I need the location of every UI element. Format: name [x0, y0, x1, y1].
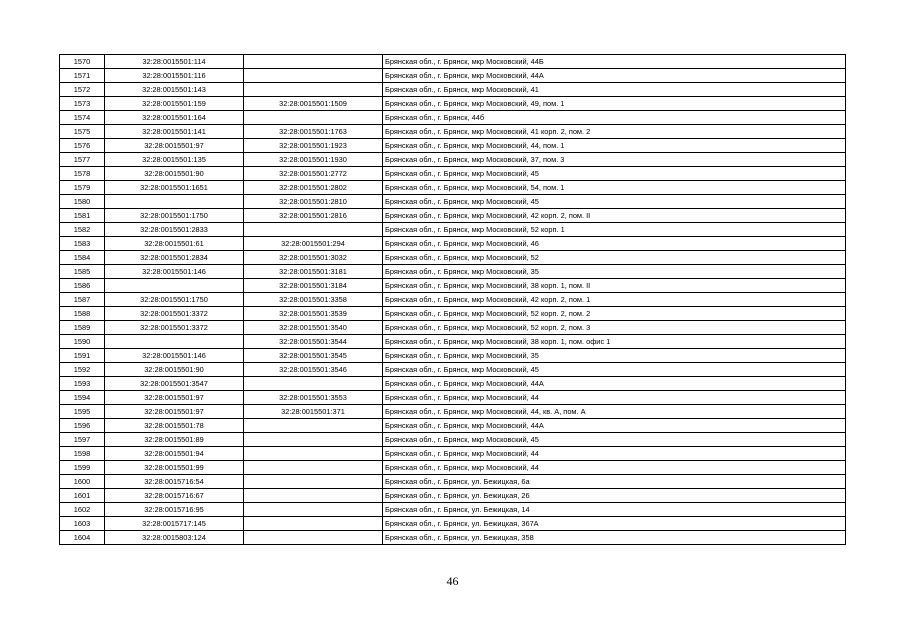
- address-cell: Брянская обл., г. Брянск, мкр Московский, 37, пом. 3: [383, 153, 846, 167]
- premises-cadastral-number-cell: 32:28:0015501:1930: [244, 153, 383, 167]
- premises-cadastral-number-cell: 32:28:0015501:3553: [244, 391, 383, 405]
- cadastral-number-cell: 32:28:0015501:146: [105, 349, 244, 363]
- premises-cadastral-number-cell: 32:28:0015501:371: [244, 405, 383, 419]
- premises-cadastral-number-cell: 32:28:0015501:2816: [244, 209, 383, 223]
- premises-cadastral-number-cell: [244, 503, 383, 517]
- cadastral-number-cell: 32:28:0015716:95: [105, 503, 244, 517]
- row-number-cell: 1570: [60, 55, 105, 69]
- premises-cadastral-number-cell: 32:28:0015501:2810: [244, 195, 383, 209]
- address-cell: Брянская обл., г. Брянск, ул. Бежицкая, 26: [383, 489, 846, 503]
- cadastral-number-cell: 32:28:0015501:89: [105, 433, 244, 447]
- address-cell: Брянская обл., г. Брянск, мкр Московский, 44, пом. 1: [383, 139, 846, 153]
- cadastral-number-cell: [105, 279, 244, 293]
- table-row: [60, 97, 846, 111]
- row-number-cell: 1604: [60, 531, 105, 545]
- row-number-cell: 1589: [60, 321, 105, 335]
- row-number-cell: 1573: [60, 97, 105, 111]
- cadastral-number-cell: [105, 335, 244, 349]
- row-number-cell: 1578: [60, 167, 105, 181]
- cadastral-number-cell: 32:28:0015716:67: [105, 489, 244, 503]
- table-row: [60, 223, 846, 237]
- address-cell: Брянская обл., г. Брянск, мкр Московский, 41: [383, 83, 846, 97]
- premises-cadastral-number-cell: 32:28:0015501:2772: [244, 167, 383, 181]
- row-number-cell: 1603: [60, 517, 105, 531]
- premises-cadastral-number-cell: [244, 475, 383, 489]
- address-cell: Брянская обл., г. Брянск, мкр Московский, 35: [383, 349, 846, 363]
- row-number-cell: 1588: [60, 307, 105, 321]
- cadastral-number-cell: 32:28:0015501:146: [105, 265, 244, 279]
- row-number-cell: 1587: [60, 293, 105, 307]
- table-row: [60, 167, 846, 181]
- address-cell: Брянская обл., г. Брянск, мкр Московский, 44: [383, 391, 846, 405]
- cadastral-number-cell: [105, 195, 244, 209]
- address-cell: Брянская обл., г. Брянск, мкр Московский, 52: [383, 251, 846, 265]
- cadastral-number-cell: 32:28:0015501:1750: [105, 209, 244, 223]
- cadastral-number-cell: 32:28:0015501:1651: [105, 181, 244, 195]
- premises-cadastral-number-cell: [244, 377, 383, 391]
- table-row: [60, 125, 846, 139]
- table-body: [60, 55, 846, 545]
- premises-cadastral-number-cell: [244, 69, 383, 83]
- table-row: [60, 279, 846, 293]
- premises-cadastral-number-cell: [244, 55, 383, 69]
- page-number: 46: [446, 574, 459, 588]
- row-number-cell: 1576: [60, 139, 105, 153]
- cadastral-number-cell: 32:28:0015716:54: [105, 475, 244, 489]
- row-number-cell: 1574: [60, 111, 105, 125]
- row-number-cell: 1575: [60, 125, 105, 139]
- cadastral-number-cell: 32:28:0015501:141: [105, 125, 244, 139]
- cadastral-number-cell: 32:28:0015803:124: [105, 531, 244, 545]
- premises-cadastral-number-cell: [244, 447, 383, 461]
- premises-cadastral-number-cell: 32:28:0015501:2802: [244, 181, 383, 195]
- table-row: [60, 195, 846, 209]
- address-cell: Брянская обл., г. Брянск, мкр Московский, 49, пом. 1: [383, 97, 846, 111]
- row-number-cell: 1582: [60, 223, 105, 237]
- premises-cadastral-number-cell: 32:28:0015501:3181: [244, 265, 383, 279]
- premises-cadastral-number-cell: 32:28:0015501:1509: [244, 97, 383, 111]
- row-number-cell: 1591: [60, 349, 105, 363]
- address-cell: Брянская обл., г. Брянск, мкр Московский, 44Б: [383, 55, 846, 69]
- cadastral-number-cell: 32:28:0015501:2833: [105, 223, 244, 237]
- address-cell: Брянская обл., г. Брянск, ул. Бежицкая, 367А: [383, 517, 846, 531]
- cadastral-number-cell: 32:28:0015501:164: [105, 111, 244, 125]
- table-row: [60, 405, 846, 419]
- cadastral-number-cell: 32:28:0015501:78: [105, 419, 244, 433]
- row-number-cell: 1584: [60, 251, 105, 265]
- cadastral-number-cell: 32:28:0015501:97: [105, 139, 244, 153]
- address-cell: Брянская обл., г. Брянск, мкр Московский, 44А: [383, 377, 846, 391]
- address-cell: Брянская обл., г. Брянск, мкр Московский, 44А: [383, 69, 846, 83]
- cadastral-number-cell: 32:28:0015501:1750: [105, 293, 244, 307]
- table-row: [60, 181, 846, 195]
- cadastral-number-cell: 32:28:0015501:3372: [105, 321, 244, 335]
- row-number-cell: 1594: [60, 391, 105, 405]
- cadastral-number-cell: 32:28:0015501:3372: [105, 307, 244, 321]
- row-number-cell: 1579: [60, 181, 105, 195]
- row-number-cell: 1602: [60, 503, 105, 517]
- table-row: [60, 83, 846, 97]
- table-row: [60, 489, 846, 503]
- address-cell: Брянская обл., г. Брянск, мкр Московский, 54, пом. 1: [383, 181, 846, 195]
- row-number-cell: 1590: [60, 335, 105, 349]
- table-row: [60, 321, 846, 335]
- row-number-cell: 1580: [60, 195, 105, 209]
- address-cell: Брянская обл., г. Брянск, мкр Московский, 42 корп. 2, пом. 1: [383, 293, 846, 307]
- row-number-cell: 1592: [60, 363, 105, 377]
- table-row: [60, 69, 846, 83]
- address-cell: Брянская обл., г. Брянск, ул. Бежицкая, 6а: [383, 475, 846, 489]
- cadastral-number-cell: 32:28:0015501:99: [105, 461, 244, 475]
- cadastral-number-cell: 32:28:0015501:114: [105, 55, 244, 69]
- premises-cadastral-number-cell: 32:28:0015501:3032: [244, 251, 383, 265]
- cadastral-number-cell: 32:28:0015501:3547: [105, 377, 244, 391]
- address-cell: Брянская обл., г. Брянск, мкр Московский, 42 корп. 2, пом. II: [383, 209, 846, 223]
- table-row: [60, 335, 846, 349]
- premises-cadastral-number-cell: 32:28:0015501:3358: [244, 293, 383, 307]
- address-cell: Брянская обл., г. Брянск, мкр Московский, 35: [383, 265, 846, 279]
- cadastral-number-cell: 32:28:0015501:143: [105, 83, 244, 97]
- address-cell: Брянская обл., г. Брянск, мкр Московский, 45: [383, 195, 846, 209]
- premises-cadastral-number-cell: 32:28:0015501:3184: [244, 279, 383, 293]
- premises-cadastral-number-cell: [244, 223, 383, 237]
- address-cell: Брянская обл., г. Брянск, ул. Бежицкая, 358: [383, 531, 846, 545]
- table-row: [60, 419, 846, 433]
- table-row: [60, 209, 846, 223]
- address-cell: Брянская обл., г. Брянск, мкр Московский, 44: [383, 447, 846, 461]
- address-cell: Брянская обл., г. Брянск, 44б: [383, 111, 846, 125]
- address-cell: Брянская обл., г. Брянск, мкр Московский, 46: [383, 237, 846, 251]
- cadastral-number-cell: 32:28:0015501:135: [105, 153, 244, 167]
- premises-cadastral-number-cell: 32:28:0015501:3545: [244, 349, 383, 363]
- table-row: [60, 265, 846, 279]
- row-number-cell: 1593: [60, 377, 105, 391]
- address-cell: Брянская обл., г. Брянск, мкр Московский, 45: [383, 433, 846, 447]
- premises-cadastral-number-cell: 32:28:0015501:3539: [244, 307, 383, 321]
- cadastral-number-cell: 32:28:0015501:116: [105, 69, 244, 83]
- address-cell: Брянская обл., г. Брянск, мкр Московский, 52 корп. 2, пом. 2: [383, 307, 846, 321]
- premises-cadastral-number-cell: [244, 531, 383, 545]
- premises-cadastral-number-cell: 32:28:0015501:3544: [244, 335, 383, 349]
- row-number-cell: 1581: [60, 209, 105, 223]
- table-row: [60, 251, 846, 265]
- table-row: [60, 433, 846, 447]
- table-row: [60, 237, 846, 251]
- table-row: [60, 153, 846, 167]
- row-number-cell: 1595: [60, 405, 105, 419]
- row-number-cell: 1586: [60, 279, 105, 293]
- table-row: [60, 349, 846, 363]
- table-row: [60, 517, 846, 531]
- row-number-cell: 1596: [60, 419, 105, 433]
- cadastral-number-cell: 32:28:0015717:145: [105, 517, 244, 531]
- table-row: [60, 363, 846, 377]
- table-row: [60, 307, 846, 321]
- premises-cadastral-number-cell: [244, 111, 383, 125]
- address-cell: Брянская обл., г. Брянск, мкр Московский, 44, кв. А, пом. А: [383, 405, 846, 419]
- premises-cadastral-number-cell: [244, 83, 383, 97]
- address-cell: Брянская обл., г. Брянск, ул. Бежицкая, 14: [383, 503, 846, 517]
- address-cell: Брянская обл., г. Брянск, мкр Московский, 52 корп. 1: [383, 223, 846, 237]
- row-number-cell: 1583: [60, 237, 105, 251]
- table-row: [60, 377, 846, 391]
- address-cell: Брянская обл., г. Брянск, мкр Московский, 38 корп. 1, пом. II: [383, 279, 846, 293]
- premises-cadastral-number-cell: [244, 489, 383, 503]
- table-row: [60, 391, 846, 405]
- row-number-cell: 1571: [60, 69, 105, 83]
- row-number-cell: 1585: [60, 265, 105, 279]
- row-number-cell: 1597: [60, 433, 105, 447]
- address-cell: Брянская обл., г. Брянск, мкр Московский, 44: [383, 461, 846, 475]
- cadastral-number-cell: 32:28:0015501:97: [105, 391, 244, 405]
- cadastral-number-cell: 32:28:0015501:97: [105, 405, 244, 419]
- property-registry-table: [59, 54, 846, 545]
- address-cell: Брянская обл., г. Брянск, мкр Московский, 45: [383, 363, 846, 377]
- table-row: [60, 111, 846, 125]
- cadastral-number-cell: 32:28:0015501:61: [105, 237, 244, 251]
- address-cell: Брянская обл., г. Брянск, мкр Московский, 45: [383, 167, 846, 181]
- premises-cadastral-number-cell: 32:28:0015501:1923: [244, 139, 383, 153]
- premises-cadastral-number-cell: 32:28:0015501:3540: [244, 321, 383, 335]
- address-cell: Брянская обл., г. Брянск, мкр Московский, 44А: [383, 419, 846, 433]
- table-row: [60, 139, 846, 153]
- table-row: [60, 503, 846, 517]
- premises-cadastral-number-cell: 32:28:0015501:3546: [244, 363, 383, 377]
- table-row: [60, 475, 846, 489]
- cadastral-number-cell: 32:28:0015501:90: [105, 167, 244, 181]
- table-row: [60, 461, 846, 475]
- address-cell: Брянская обл., г. Брянск, мкр Московский, 38 корп. 1, пом. офис 1: [383, 335, 846, 349]
- cadastral-number-cell: 32:28:0015501:159: [105, 97, 244, 111]
- cadastral-number-cell: 32:28:0015501:94: [105, 447, 244, 461]
- row-number-cell: 1572: [60, 83, 105, 97]
- premises-cadastral-number-cell: [244, 419, 383, 433]
- premises-cadastral-number-cell: [244, 461, 383, 475]
- cadastral-number-cell: 32:28:0015501:90: [105, 363, 244, 377]
- premises-cadastral-number-cell: 32:28:0015501:294: [244, 237, 383, 251]
- table-row: [60, 55, 846, 69]
- premises-cadastral-number-cell: [244, 433, 383, 447]
- premises-cadastral-number-cell: [244, 517, 383, 531]
- table-row: [60, 447, 846, 461]
- premises-cadastral-number-cell: 32:28:0015501:1763: [244, 125, 383, 139]
- table-row: [60, 293, 846, 307]
- row-number-cell: 1601: [60, 489, 105, 503]
- cadastral-number-cell: 32:28:0015501:2834: [105, 251, 244, 265]
- row-number-cell: 1598: [60, 447, 105, 461]
- address-cell: Брянская обл., г. Брянск, мкр Московский, 52 корп. 2, пом. 3: [383, 321, 846, 335]
- row-number-cell: 1600: [60, 475, 105, 489]
- row-number-cell: 1599: [60, 461, 105, 475]
- address-cell: Брянская обл., г. Брянск, мкр Московский, 41 корп. 2, пом. 2: [383, 125, 846, 139]
- table-row: [60, 531, 846, 545]
- row-number-cell: 1577: [60, 153, 105, 167]
